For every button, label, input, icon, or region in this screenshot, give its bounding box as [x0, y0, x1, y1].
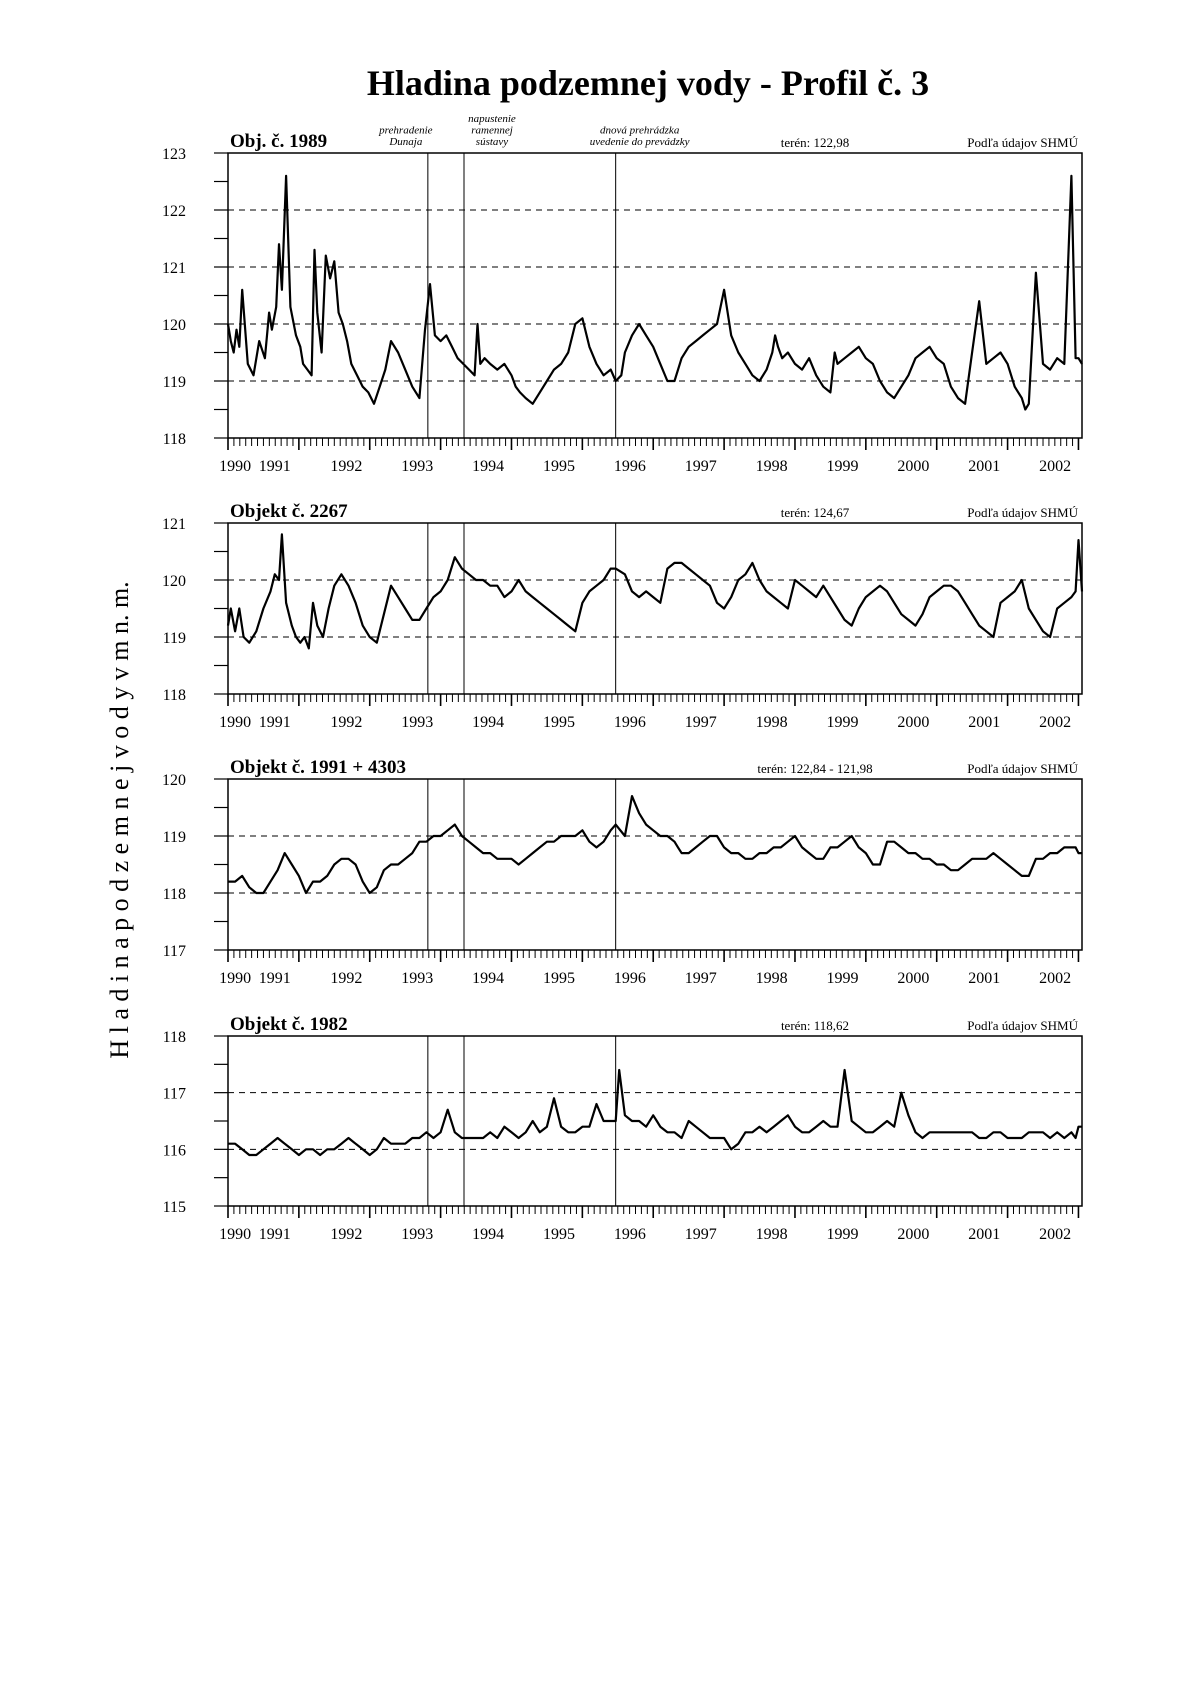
x-tick-label: 1990	[219, 458, 252, 475]
x-tick-label: 1999	[826, 970, 859, 987]
panel-title: Objekt č. 1991 + 4303	[230, 757, 407, 778]
x-tick-labels	[219, 714, 1071, 731]
panel-title: Obj. č. 1989	[230, 131, 328, 152]
x-tick-label: 2000	[897, 1226, 930, 1243]
chart-panel-4	[163, 1014, 1082, 1243]
y-tick-label: 120	[162, 573, 186, 590]
y-tick-label: 118	[162, 1029, 186, 1046]
y-tick-label: 117	[162, 1085, 186, 1103]
y-tick-label: 120	[162, 772, 186, 789]
x-tick-label: 1993	[401, 714, 434, 731]
source-label: Podľa údajov SHMÚ	[967, 505, 1078, 520]
x-tick-label: 2002	[1039, 714, 1072, 731]
x-tick-label: 2001	[968, 1226, 1001, 1243]
x-tick-label: 1992	[330, 1226, 363, 1243]
x-tick-label: 2002	[1039, 458, 1072, 475]
y-tick-label: 117	[162, 943, 186, 960]
x-tick-label: 1996	[613, 1226, 646, 1243]
chart-panel-3	[162, 757, 1082, 987]
x-tick-label: 1996	[613, 970, 646, 987]
y-tick-label: 119	[162, 374, 186, 391]
x-tick-label: 2001	[968, 970, 1001, 987]
x-tick-labels	[219, 970, 1071, 987]
x-tick-label: 1991	[258, 714, 291, 731]
chart-panel-2	[162, 501, 1082, 731]
x-tick-label: 1997	[684, 1226, 717, 1243]
x-tick-label: 2000	[897, 458, 930, 475]
x-tick-label: 1994	[472, 970, 505, 987]
series-line	[228, 796, 1082, 893]
x-tick-label: 1991	[258, 970, 291, 987]
x-tick-label: 1995	[542, 458, 575, 475]
plot-frame	[228, 1036, 1082, 1206]
y-tick-label: 121	[162, 516, 186, 533]
x-tick-label: 1990	[219, 970, 252, 987]
event-annotations	[378, 113, 689, 148]
event-label: dnová prehrádzka	[599, 124, 680, 137]
y-tick-label: 119	[162, 829, 186, 846]
x-tick-label: 1993	[401, 970, 434, 987]
panel-title: Objekt č. 2267	[230, 501, 348, 522]
x-tick-label: 1991	[258, 458, 291, 475]
source-label: Podľa údajov SHMÚ	[967, 1018, 1078, 1033]
source-label: Podľa údajov SHMÚ	[967, 761, 1078, 776]
plot-frame	[228, 523, 1082, 694]
x-tick-label: 1998	[755, 1226, 788, 1243]
series-line	[228, 176, 1082, 410]
plot-frame	[228, 153, 1082, 438]
event-label: uvedenie do prevádzky	[589, 136, 690, 148]
x-tick-label: 1990	[219, 1226, 252, 1243]
x-tick-label: 1997	[684, 458, 717, 475]
y-tick-label: 118	[162, 431, 186, 448]
terrain-label: terén: 124,67	[780, 505, 850, 520]
series-line	[228, 534, 1082, 648]
y-tick-labels	[162, 772, 186, 960]
event-label: sústavy	[475, 136, 509, 148]
x-tick-label: 1996	[613, 458, 646, 475]
terrain-label: terén: 122,98	[780, 135, 850, 150]
y-tick-label: 120	[162, 317, 186, 334]
x-tick-label: 1997	[684, 970, 717, 987]
event-label: ramennej	[471, 124, 513, 137]
x-tick-label: 1998	[755, 714, 788, 731]
y-axis-label: H l a d i n a p o d z e m n e j v o d y v m n. m.	[105, 581, 134, 1059]
x-tick-label: 1994	[472, 458, 505, 475]
source-label: Podľa údajov SHMÚ	[967, 135, 1078, 150]
y-tick-labels	[162, 146, 186, 448]
x-tick-label: 1999	[826, 458, 859, 475]
y-tick-labels	[163, 1029, 186, 1216]
charts-container	[162, 113, 1082, 1243]
x-tick-label: 1993	[401, 458, 434, 475]
y-tick-label: 122	[162, 203, 186, 220]
y-tick-label: 115	[162, 1199, 186, 1216]
x-tick-labels	[219, 458, 1071, 475]
x-tick-label: 1992	[330, 714, 363, 731]
x-tick-label: 1994	[472, 714, 505, 731]
x-tick-label: 1998	[755, 970, 788, 987]
x-tick-label: 2000	[897, 970, 930, 987]
y-tick-label: 116	[162, 1142, 186, 1160]
x-tick-label: 1992	[330, 458, 363, 475]
page-title: Hladina podzemnej vody - Profil č. 3	[366, 63, 930, 103]
x-tick-label: 1995	[542, 970, 575, 987]
x-tick-label: 1993	[401, 1226, 434, 1243]
x-tick-labels	[219, 1226, 1071, 1243]
x-tick-label: 2002	[1039, 1226, 1072, 1243]
x-tick-label: 1999	[826, 1226, 859, 1243]
panel-title: Objekt č. 1982	[230, 1014, 348, 1035]
x-tick-label: 1990	[219, 714, 252, 731]
terrain-label: terén: 122,84 - 121,98	[757, 761, 873, 776]
x-tick-label: 1991	[258, 1226, 291, 1243]
x-tick-label: 1992	[330, 970, 363, 987]
y-tick-label: 118	[162, 687, 186, 704]
event-label: prehradenie	[379, 124, 433, 137]
y-tick-label: 123	[162, 146, 186, 163]
x-tick-label: 1999	[826, 714, 859, 731]
y-tick-label: 119	[162, 630, 186, 647]
x-tick-label: 1996	[613, 714, 646, 731]
y-tick-label: 118	[162, 886, 186, 903]
x-tick-label: 2002	[1039, 970, 1072, 987]
x-tick-label: 1994	[472, 1226, 505, 1243]
chart-panel-1	[162, 131, 1082, 475]
x-tick-label: 1995	[542, 714, 575, 731]
y-tick-label: 121	[162, 260, 186, 277]
x-tick-label: 2001	[968, 714, 1001, 731]
x-tick-label: 1998	[755, 458, 788, 475]
y-tick-labels	[162, 516, 186, 704]
x-tick-label: 2001	[968, 458, 1001, 475]
x-tick-label: 2000	[897, 714, 930, 731]
event-label: Dunaja	[389, 136, 423, 148]
event-label: napustenie	[468, 113, 516, 125]
x-tick-label: 1995	[542, 1226, 575, 1243]
series-line	[228, 1070, 1082, 1155]
x-tick-label: 1997	[684, 714, 717, 731]
terrain-label: terén: 118,62	[780, 1018, 850, 1033]
